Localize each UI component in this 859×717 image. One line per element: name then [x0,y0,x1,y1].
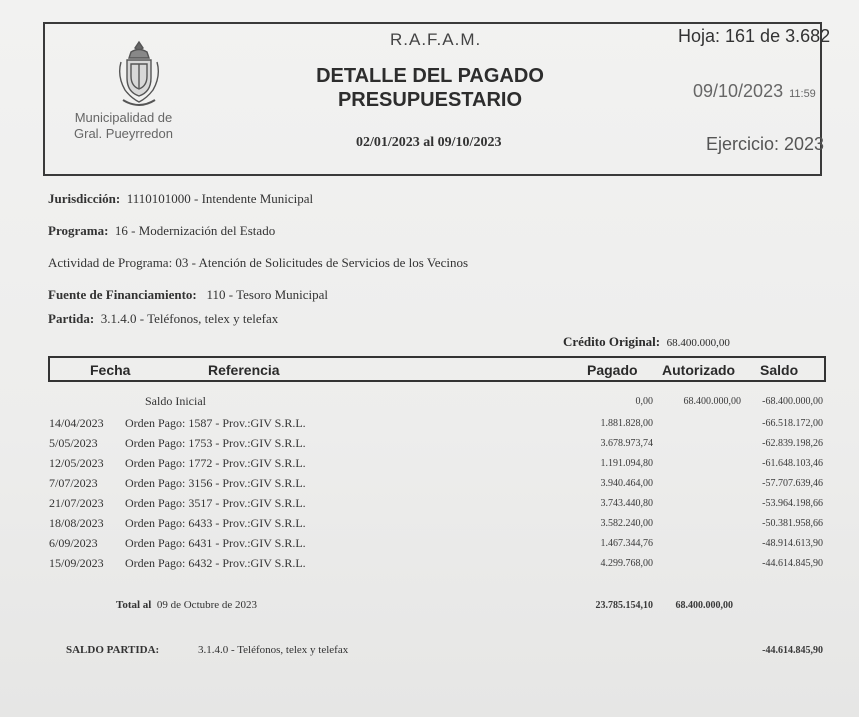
row-saldo: -44.614.845,90 [762,558,823,569]
page-counter: Hoja: 161 de 3.682 [678,26,831,46]
saldo-partida-row [0,644,859,664]
total-row [0,599,859,619]
row-fecha: 14/04/2023 [49,416,104,430]
fuente-label: Fuente de Financiamiento: [48,287,197,302]
total-autorizado: 68.400.000,00 [675,600,733,611]
row-saldo: -66.518.172,00 [762,418,823,429]
table-row [0,436,859,456]
municipality-name [74,110,173,142]
row-pagado: 1.881.828,00 [600,418,653,429]
jurisdiccion-label: Jurisdicción: [48,191,121,206]
municipality-name-line2: Gral. Pueyrredon [74,126,173,141]
row-referencia: Orden Pago: 6431 - Prov.:GIV S.R.L. [125,536,306,550]
column-header-fecha: Fecha [90,362,131,378]
row-referencia: Orden Pago: 1587 - Prov.:GIV S.R.L. [125,416,306,430]
row-saldo: -57.707.639,46 [762,478,823,489]
row-referencia: Orden Pago: 3156 - Prov.:GIV S.R.L. [125,476,306,490]
saldo-inicial-pagado: 0,00 [635,396,653,407]
row-referencia: Orden Pago: 1772 - Prov.:GIV S.R.L. [125,456,306,470]
row-pagado: 1.467.344,76 [600,538,653,549]
saldo-partida-value: -44.614.845,90 [762,645,823,656]
saldo-inicial-label: Saldo Inicial [145,394,206,408]
row-referencia: Orden Pago: 6432 - Prov.:GIV S.R.L. [125,556,306,570]
fuente-value: 110 - Tesoro Municipal [206,287,329,302]
row-saldo: -48.914.613,90 [762,538,823,549]
report-datetime [693,81,816,102]
saldo-partida-label: SALDO PARTIDA: [66,644,160,656]
row-saldo: -50.381.958,66 [762,518,823,529]
row-fecha: 12/05/2023 [49,456,104,470]
row-referencia: Orden Pago: 1753 - Prov.:GIV S.R.L. [125,436,306,450]
saldo-inicial-row [0,394,859,414]
row-pagado: 3.678.973,74 [600,438,653,449]
row-fecha: 7/07/2023 [49,476,98,490]
municipal-crest-icon [115,40,163,108]
row-pagado: 1.191.094,80 [600,458,653,469]
column-header-saldo: Saldo [760,362,799,378]
total-label [116,599,257,611]
credito-label: Crédito Original: [563,334,661,349]
total-label-text: Total al [116,599,152,611]
fuente-line [48,287,328,303]
partida-value: 3.1.4.0 - Teléfonos, telex y telefax [100,311,279,326]
report-date: 09/10/2023 [693,81,784,101]
row-fecha: 5/05/2023 [49,436,98,450]
row-fecha: 15/09/2023 [49,556,104,570]
total-pagado: 23.785.154,10 [595,600,653,611]
row-pagado: 4.299.768,00 [600,558,653,569]
row-referencia: Orden Pago: 6433 - Prov.:GIV S.R.L. [125,516,306,530]
row-fecha: 18/08/2023 [49,516,104,530]
table-row [0,476,859,496]
row-pagado: 3.582.240,00 [600,518,653,529]
programa-line [48,223,275,239]
credito-value: 68.400.000,00 [666,337,730,349]
partida-label: Partida: [48,311,95,326]
saldo-inicial-autorizado: 68.400.000,00 [683,396,741,407]
programa-value: 16 - Modernización del Estado [114,223,276,238]
table-row [0,536,859,556]
jurisdiccion-line [48,191,313,207]
credito-original [563,334,730,350]
row-pagado: 3.940.464,00 [600,478,653,489]
row-pagado: 3.743.440,80 [600,498,653,509]
report-title: DETALLE DEL PAGADO PRESUPUESTARIO [316,65,544,111]
table-row [0,416,859,436]
table-header [48,356,826,382]
row-referencia: Orden Pago: 3517 - Prov.:GIV S.R.L. [125,496,306,510]
actividad-line: Actividad de Programa: 03 - Atención de Solicitudes de Servicios de los Vecinos [48,255,469,270]
column-header-pagado: Pagado [587,362,638,378]
row-saldo: -61.648.103,46 [762,458,823,469]
table-row [0,456,859,476]
total-date: 09 de Octubre de 2023 [156,599,258,611]
saldo-partida-name: 3.1.4.0 - Teléfonos, telex y telefax [198,644,349,656]
row-saldo: -62.839.198,26 [762,438,823,449]
row-saldo: -53.964.198,66 [762,498,823,509]
table-row [0,496,859,516]
column-header-referencia: Referencia [208,362,280,378]
row-fecha: 21/07/2023 [49,496,104,510]
programa-label: Programa: [48,223,109,238]
table-row [0,516,859,536]
system-name: R.A.F.A.M. [390,30,482,49]
report-time: 11:59 [789,88,816,100]
saldo-inicial-saldo: -68.400.000,00 [762,396,823,407]
report-period: 02/01/2023 al 09/10/2023 [356,135,502,150]
partida-line [48,311,278,327]
municipality-name-line1: Municipalidad de [74,110,173,125]
fiscal-year: Ejercicio: 2023 [706,134,825,154]
jurisdiccion-value: 1110101000 - Intendente Municipal [126,191,314,206]
column-header-autorizado: Autorizado [662,362,736,378]
row-fecha: 6/09/2023 [49,536,98,550]
table-row [0,556,859,576]
